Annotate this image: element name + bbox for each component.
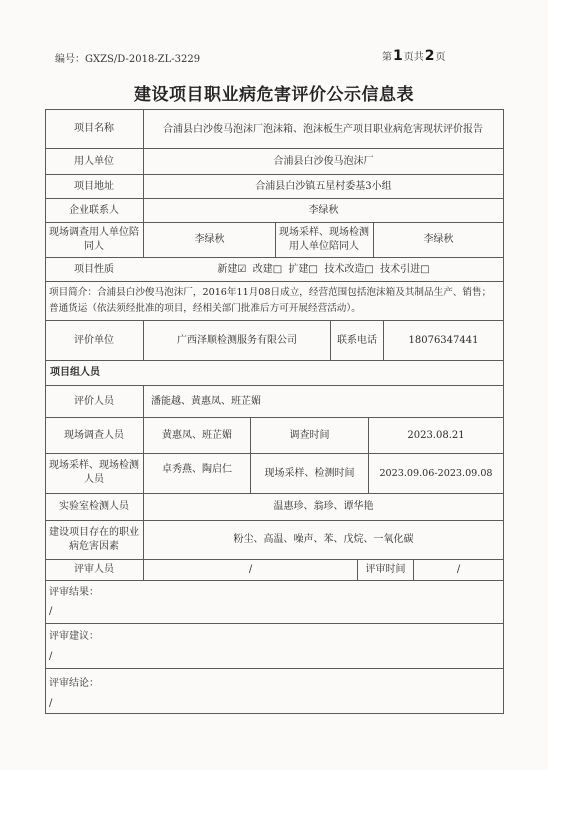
evaluator-value: 广西泽顺检测服务有限公司 xyxy=(177,334,297,346)
review-result-label: 评审结果： xyxy=(49,586,99,598)
employer-label: 用人单位 xyxy=(74,155,114,167)
sampling-staff-label: 现场采样、现场检测人员 xyxy=(49,460,139,485)
employer-value: 合浦县白沙俊马泡沫厂 xyxy=(273,155,374,167)
sampling-accompany-value: 李绿秋 xyxy=(423,234,454,245)
survey-accompany-label: 现场调查用人单位陪同人 xyxy=(49,226,139,252)
evaluator-label: 评价单位 xyxy=(74,334,114,346)
survey-time-label: 调查时间 xyxy=(289,429,330,441)
sampling-accompany-label: 现场采样、现场检测用人单位陪同人 xyxy=(279,226,369,252)
review-result-value: / xyxy=(49,605,53,617)
address-label: 项目地址 xyxy=(74,180,114,192)
nature-options: 新建☑ 改建□ 扩建□ 技术改造□ 技术引进□ xyxy=(217,263,430,275)
nature-label: 项目性质 xyxy=(74,263,114,275)
survey-staff-value: 黄惠凤、班芷媚 xyxy=(162,429,232,441)
project-name-value: 合浦县白沙俊马泡沫厂泡沫箱、泡沫板生产项目职业病危害现状评价报告 xyxy=(163,123,483,135)
sampling-time-label: 现场采样、检测时间 xyxy=(264,467,355,479)
survey-accompany-value: 李绿秋 xyxy=(194,234,225,245)
document-code: 编号：GXZS/D-2018-ZL-3229 xyxy=(55,54,201,65)
hazards-label: 建设项目存在的职业病危害因素 xyxy=(49,526,139,552)
reviewers-label: 评审人员 xyxy=(74,564,114,575)
page-total: 2 xyxy=(424,48,435,64)
evaluators-label: 评价人员 xyxy=(74,395,114,407)
lab-staff-value: 温惠珍、翁珍、谭华艳 xyxy=(273,501,374,512)
address-value: 合浦县白沙镇五星村委基3小组 xyxy=(255,180,392,192)
contact-value: 李绿秋 xyxy=(308,204,339,216)
document-title: 建设项目职业病危害评价公示信息表 xyxy=(134,85,414,105)
row-line xyxy=(45,623,504,624)
project-intro: 项目简介：合浦县白沙俊马泡沫厂，2016年11月08日成立，经营范围包括泡沫箱及其制品生产、销售；普通货运（依法须经批准的项目，经相关部门批准后方可开展经营活动）。 xyxy=(49,287,492,314)
lab-staff-label: 实验室检测人员 xyxy=(59,501,129,512)
team-header: 项目组人员 xyxy=(50,367,100,378)
page-indicator xyxy=(382,48,446,64)
row-line xyxy=(45,580,504,581)
hazards-value: 粉尘、高温、噪声、苯、戊烷、一氧化碳 xyxy=(233,534,414,545)
sampling-staff-value: 卓秀燕、陶启仁 xyxy=(162,464,232,475)
review-conclusion-label: 评审结论： xyxy=(49,677,99,689)
row-line xyxy=(45,668,504,669)
page-mid: 页共 xyxy=(403,52,424,63)
review-time-label: 评审时间 xyxy=(365,564,406,575)
page-number: 1 xyxy=(393,48,403,64)
sampling-time-value: 2023.09.06-2023.09.08 xyxy=(379,467,493,479)
table-border-bottom xyxy=(45,713,504,714)
review-conclusion-value: / xyxy=(49,697,53,709)
info-table xyxy=(45,109,504,714)
contact-label: 企业联系人 xyxy=(69,204,119,216)
col-line xyxy=(275,222,276,257)
survey-time-value: 2023.08.21 xyxy=(407,429,465,441)
phone-value: 18076347441 xyxy=(408,334,479,346)
reviewers-value: / xyxy=(248,564,253,575)
evaluators-value: 潘能越、黄惠凤、班芷媚 xyxy=(151,395,261,407)
phone-label: 联系电话 xyxy=(337,334,377,346)
page-suffix: 页 xyxy=(435,52,446,63)
project-name-label: 项目名称 xyxy=(74,123,114,134)
page-prefix: 第 xyxy=(382,52,392,63)
review-suggestion-value: / xyxy=(49,650,53,662)
survey-staff-label: 现场调查人员 xyxy=(64,429,124,441)
review-suggestion-label: 评审建议： xyxy=(49,630,99,642)
review-time-value: / xyxy=(456,564,461,575)
